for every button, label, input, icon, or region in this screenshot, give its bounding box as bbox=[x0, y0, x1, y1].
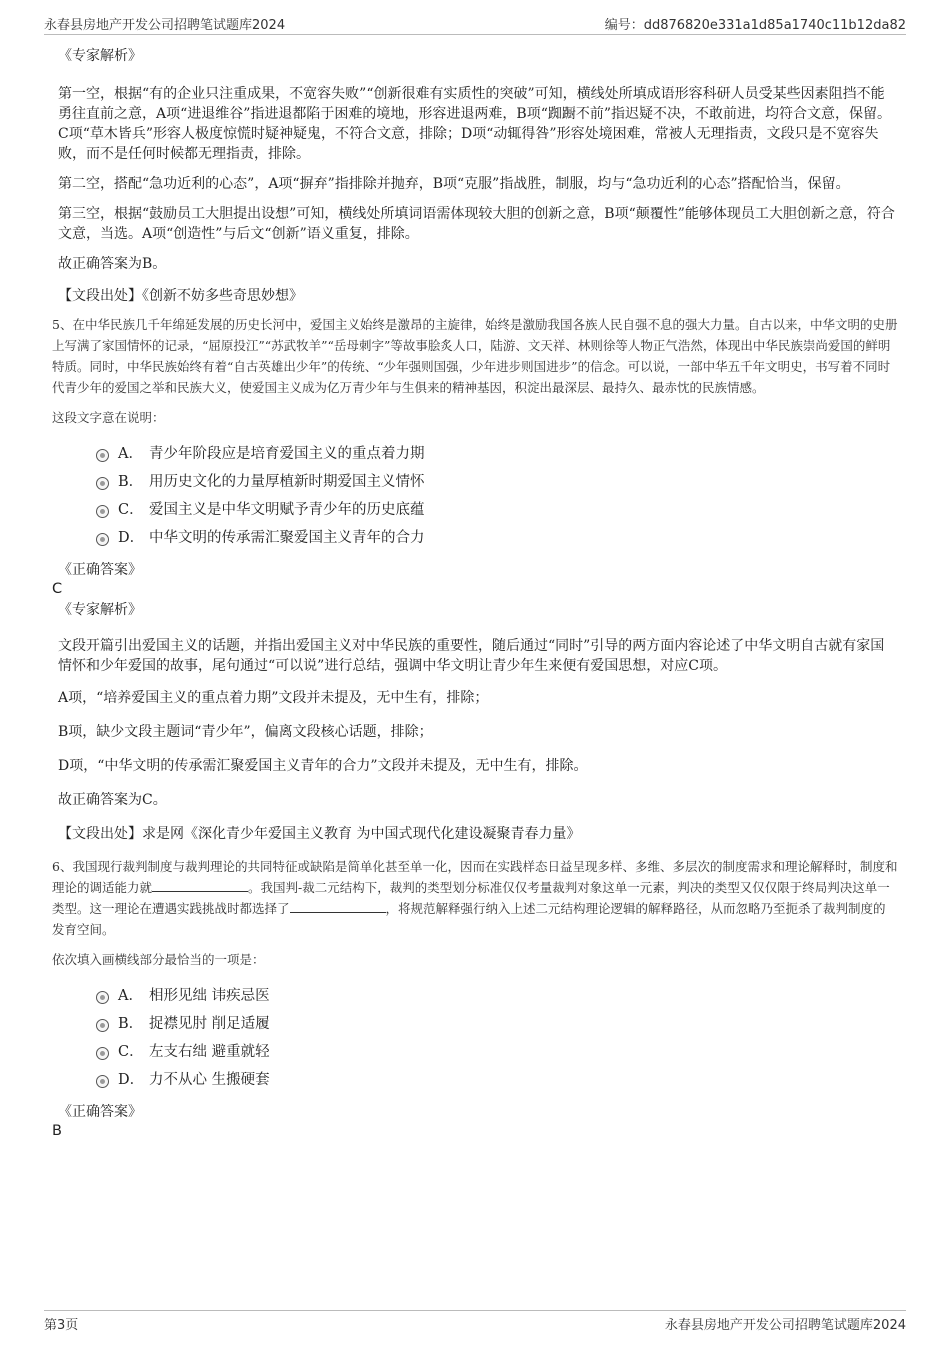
q6-answer: B bbox=[52, 1123, 62, 1139]
q5-analysis-para-3: B项，缺少文段主题词“青少年”，偏离文段核心话题，排除； bbox=[58, 724, 433, 740]
q5-answer: C bbox=[52, 581, 63, 597]
prev-analysis-label: 《专家解析》 bbox=[58, 48, 142, 64]
radio-icon[interactable] bbox=[96, 1047, 109, 1060]
page-number: 第3页 bbox=[44, 1318, 79, 1333]
page-content bbox=[52, 40, 898, 1140]
radio-icon[interactable] bbox=[96, 505, 109, 518]
q6-options bbox=[52, 982, 898, 1094]
radio-icon[interactable] bbox=[96, 1019, 109, 1032]
radio-icon[interactable] bbox=[96, 449, 109, 462]
q6-option-a[interactable]: A． 相形见绌 讳疾忌医 bbox=[52, 982, 898, 1010]
q6-option-b[interactable]: B． 捉襟见肘 削足适履 bbox=[52, 1010, 898, 1038]
footer-title: 永春县房地产开发公司招聘笔试题库2024 bbox=[664, 1318, 906, 1333]
q5-text: 5、在中华民族几千年绵延发展的历史长河中，爱国主义始终是激昂的主旋律，始终是激励我国各族人民自强不息的强大力量。自古以来，中华文明的史册上写满了家国情怀的记录，“屈原投江”“苏武牧羊”“岳母刺字”等故事脍炙人口，陆游、文天祥、林则徐等人物正气浩然，体现出中华民族崇尚爱国的鲜明特质。同时，中华民族始终有着“自古英雄出少年”的传统、“少年强则国强，少年进步则国进步”的信念。可以说，一部中华五千年文明史，书写着不同时代青少年的爱国之举和民族大义，使爱国主义成为亿万青少年与生俱来的精神基因，积淀出最深层、最持久、最赤忱的民族情感。 bbox=[52, 317, 898, 395]
page-header bbox=[44, 12, 906, 35]
radio-icon[interactable] bbox=[96, 533, 109, 546]
fill-blank-1 bbox=[152, 879, 248, 892]
prev-analysis-para-1: 第一空，根据“有的企业只注重成果，不宽容失败”“创新很难有实质性的突破”可知，横线处所填成语形容科研人员受某些因素阻挡不能勇往直前之意，A项“进退维谷”指进退都陷于困难的境地，形容进退两难，B项“踟蹰不前”指迟疑不决，不敢前进，均符合文意，保留。C项“草木皆兵”形容人极度惊慌时疑神疑鬼，不符合文意，排除；D项“动辄得咎”形容处境困难，常被人无理指责，文段只是不宽容失败，而不是任何时候都无理指责，排除。 bbox=[58, 86, 892, 162]
q5-options bbox=[52, 440, 898, 552]
prev-analysis-para-2: 第二空，搭配“急功近利的心态”，A项“摒弃”指排除并抛弃，B项“克服”指战胜，制服，均与“急功近利的心态”搭配恰当，保留。 bbox=[58, 176, 850, 192]
q5-analysis-para-1: 文段开篇引出爱国主义的话题，并指出爱国主义对中华民族的重要性，随后通过“同时”引导的两方面内容论述了中华文明自古就有家国情怀和少年爱国的故事，尾句通过“可以说”进行总结，强调中华文明让青少年生来便有爱国思想，对应C项。 bbox=[58, 638, 885, 674]
q5-option-d[interactable]: D． 中华文明的传承需汇聚爱国主义青年的合力 bbox=[52, 524, 898, 552]
q5-option-b[interactable]: B． 用历史文化的力量厚植新时期爱国主义情怀 bbox=[52, 468, 898, 496]
radio-icon[interactable] bbox=[96, 477, 109, 490]
header-title: 永春县房地产开发公司招聘笔试题库2024 bbox=[44, 18, 286, 33]
q6-stem: 依次填入画横线部分最恰当的一项是： bbox=[52, 952, 265, 967]
q6-answer-label: 《正确答案》 bbox=[58, 1104, 142, 1120]
q5-stem: 这段文字意在说明： bbox=[52, 410, 165, 425]
q5-analysis-para-4: D项，“中华文明的传承需汇聚爱国主义青年的合力”文段并未提及，无中生有，排除。 bbox=[58, 758, 588, 774]
page-footer bbox=[44, 1310, 906, 1333]
header-doc-id: 编号：dd876820e331a1d85a1740c11b12da82 bbox=[604, 18, 906, 33]
q6-option-d[interactable]: D． 力不从心 生搬硬套 bbox=[52, 1066, 898, 1094]
prev-source: 【文段出处】《创新不妨多些奇思妙想》 bbox=[58, 288, 303, 304]
radio-icon[interactable] bbox=[96, 991, 109, 1004]
prev-analysis-para-3: 第三空，根据“鼓励员工大胆提出设想”可知，横线处所填词语需体现较大胆的创新之意，B项“颠覆性”能够体现员工大胆创新之意，符合文意，当选。A项“创造性”与后文“创新”语义重复，排除。 bbox=[58, 206, 895, 242]
q6-text: 6、我国现行裁判制度与裁判理论的共同特征或缺陷是简单化甚至单一化，因而在实践样态日益呈现多样、多维、多层次的制度需求和理论解释时，制度和理论的调适能力就 。我国判-裁二元结构下，裁判的类型划分标准仅仅考量裁判对象这单一元素，判决的类型又仅仅限于终局判决这单一类型。这一理论在遭遇实践挑战时都选择了 ，将规范解释强行纳入上述二元结构理论逻辑的解释路径，从而忽略乃至扼杀了裁判制度的发育空间。 bbox=[52, 859, 898, 937]
q5-analysis-para-2: A项，“培养爱国主义的重点着力期”文段并未提及，无中生有，排除； bbox=[58, 690, 489, 706]
q5-analysis-label: 《专家解析》 bbox=[58, 602, 142, 618]
q5-source: 【文段出处】求是网《深化青少年爱国主义教育 为中国式现代化建设凝聚青春力量》 bbox=[58, 826, 581, 842]
q5-option-c[interactable]: C． 爱国主义是中华文明赋予青少年的历史底蕴 bbox=[52, 496, 898, 524]
q6-option-c[interactable]: C． 左支右绌 避重就轻 bbox=[52, 1038, 898, 1066]
q5-option-a[interactable]: A． 青少年阶段应是培育爱国主义的重点着力期 bbox=[52, 440, 898, 468]
q5-answer-label: 《正确答案》 bbox=[58, 562, 142, 578]
fill-blank-2 bbox=[290, 900, 386, 913]
q5-answer-statement: 故正确答案为C。 bbox=[58, 792, 167, 808]
radio-icon[interactable] bbox=[96, 1075, 109, 1088]
prev-answer-statement: 故正确答案为B。 bbox=[58, 256, 167, 272]
